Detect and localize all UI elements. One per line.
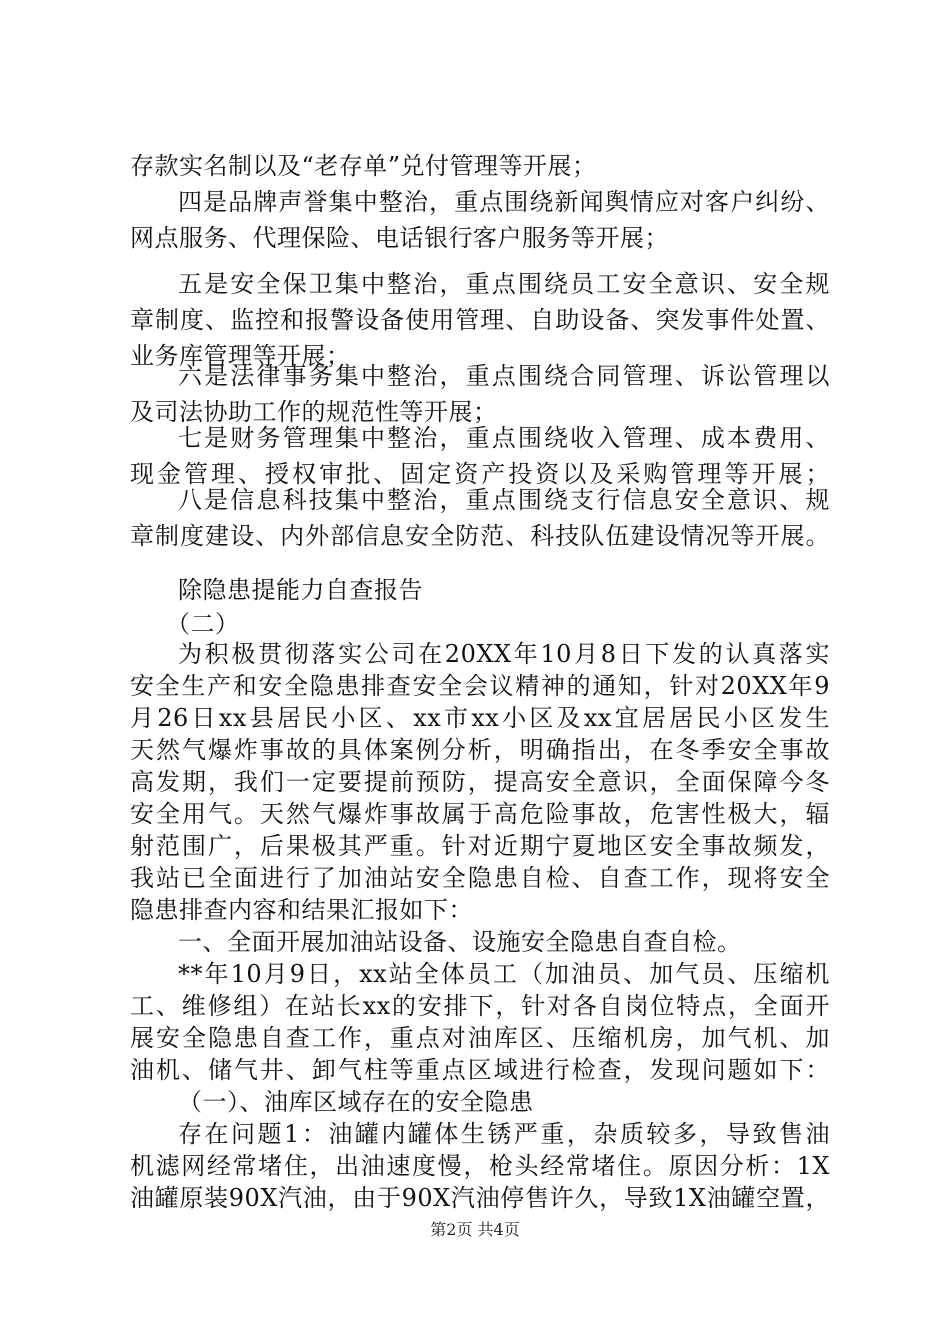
text-line: 工、维修组）在站长xx的安排下，针对各自岗位特点，全面开 [130, 992, 830, 1020]
text-line: 月26日xx县居民小区、xx市xx小区及xx宜居居民小区发生 [130, 704, 830, 732]
text-line: 及司法协助工作的规范性等开展； [130, 398, 498, 426]
text-line: 油机、储气井、卸气柱等重点区域进行检查，发现问题如下： [130, 1056, 830, 1084]
text-line: 八是信息科技集中整治，重点围绕支行信息安全意识、规 [178, 486, 830, 514]
page-footer: 第2页 共4页 [430, 1220, 520, 1239]
text-line: 四是品牌声誉集中整治，重点围绕新闻舆情应对客户纠纷、 [178, 188, 830, 216]
text-line: 安全用气。天然气爆炸事故属于高危险事故，危害性极大，辐 [130, 800, 830, 828]
text-line: 七是财务管理集中整治，重点围绕收入管理、成本费用、 [178, 424, 830, 452]
text-line: 业务库管理等开展； [130, 342, 351, 370]
text-line: 展安全隐患自查工作，重点对油库区、压缩机房，加气机、加 [130, 1024, 830, 1052]
text-line: 六是法律事务集中整治，重点围绕合同管理、诉讼管理以 [178, 362, 830, 390]
section-subtitle: （二） [166, 610, 240, 638]
text-line: 安全生产和安全隐患排查安全会议精神的通知，针对20XX年9 [130, 672, 830, 700]
text-line: 我站已全面进行了加油站安全隐患自检、自查工作，现将安全 [130, 864, 830, 892]
text-line: 天然气爆炸事故的具体案例分析，明确指出，在冬季安全事故 [130, 736, 830, 764]
text-line: **年10月9日，xx站全体员工（加油员、加气员、压缩机 [178, 960, 830, 988]
text-line: 存在问题1：油罐内罐体生锈严重，杂质较多，导致售油 [178, 1120, 830, 1148]
text-line: 油罐原装90X汽油，由于90X汽油停售许久，导致1X油罐空置， [130, 1184, 830, 1212]
text-line: 射范围广，后果极其严重。针对近期宁夏地区安全事故频发， [130, 832, 830, 860]
text-line: 五是安全保卫集中整治，重点围绕员工安全意识、安全规 [178, 270, 830, 298]
text-line: 现金管理、授权审批、固定资产投资以及采购管理等开展； [130, 460, 830, 488]
section-title: 除隐患提能力自查报告 [178, 576, 423, 604]
text-line: 网点服务、代理保险、电话银行客户服务等开展； [130, 224, 669, 252]
text-line: 章制度建设、内外部信息安全防范、科技队伍建设情况等开展。 [130, 522, 830, 550]
text-line: 机滤网经常堵住，出油速度慢，枪头经常堵住。原因分析：1X [130, 1152, 830, 1180]
text-line: 为积极贯彻落实公司在20XX年10月8日下发的认真落实 [178, 640, 830, 668]
text-line: 一、全面开展加油站设备、设施安全隐患自查自检。 [178, 928, 742, 956]
text-line: 隐患排查内容和结果汇报如下： [130, 896, 473, 924]
text-line: 存款实名制以及“老存单”兑付管理等开展； [130, 152, 597, 180]
text-line: 高发期，我们一定要提前预防，提高安全意识，全面保障今冬 [130, 768, 830, 796]
text-line: （一）、油库区域存在的安全隐患 [178, 1088, 534, 1116]
text-line: 章制度、监控和报警设备使用管理、自助设备、突发事件处置、 [130, 306, 830, 334]
